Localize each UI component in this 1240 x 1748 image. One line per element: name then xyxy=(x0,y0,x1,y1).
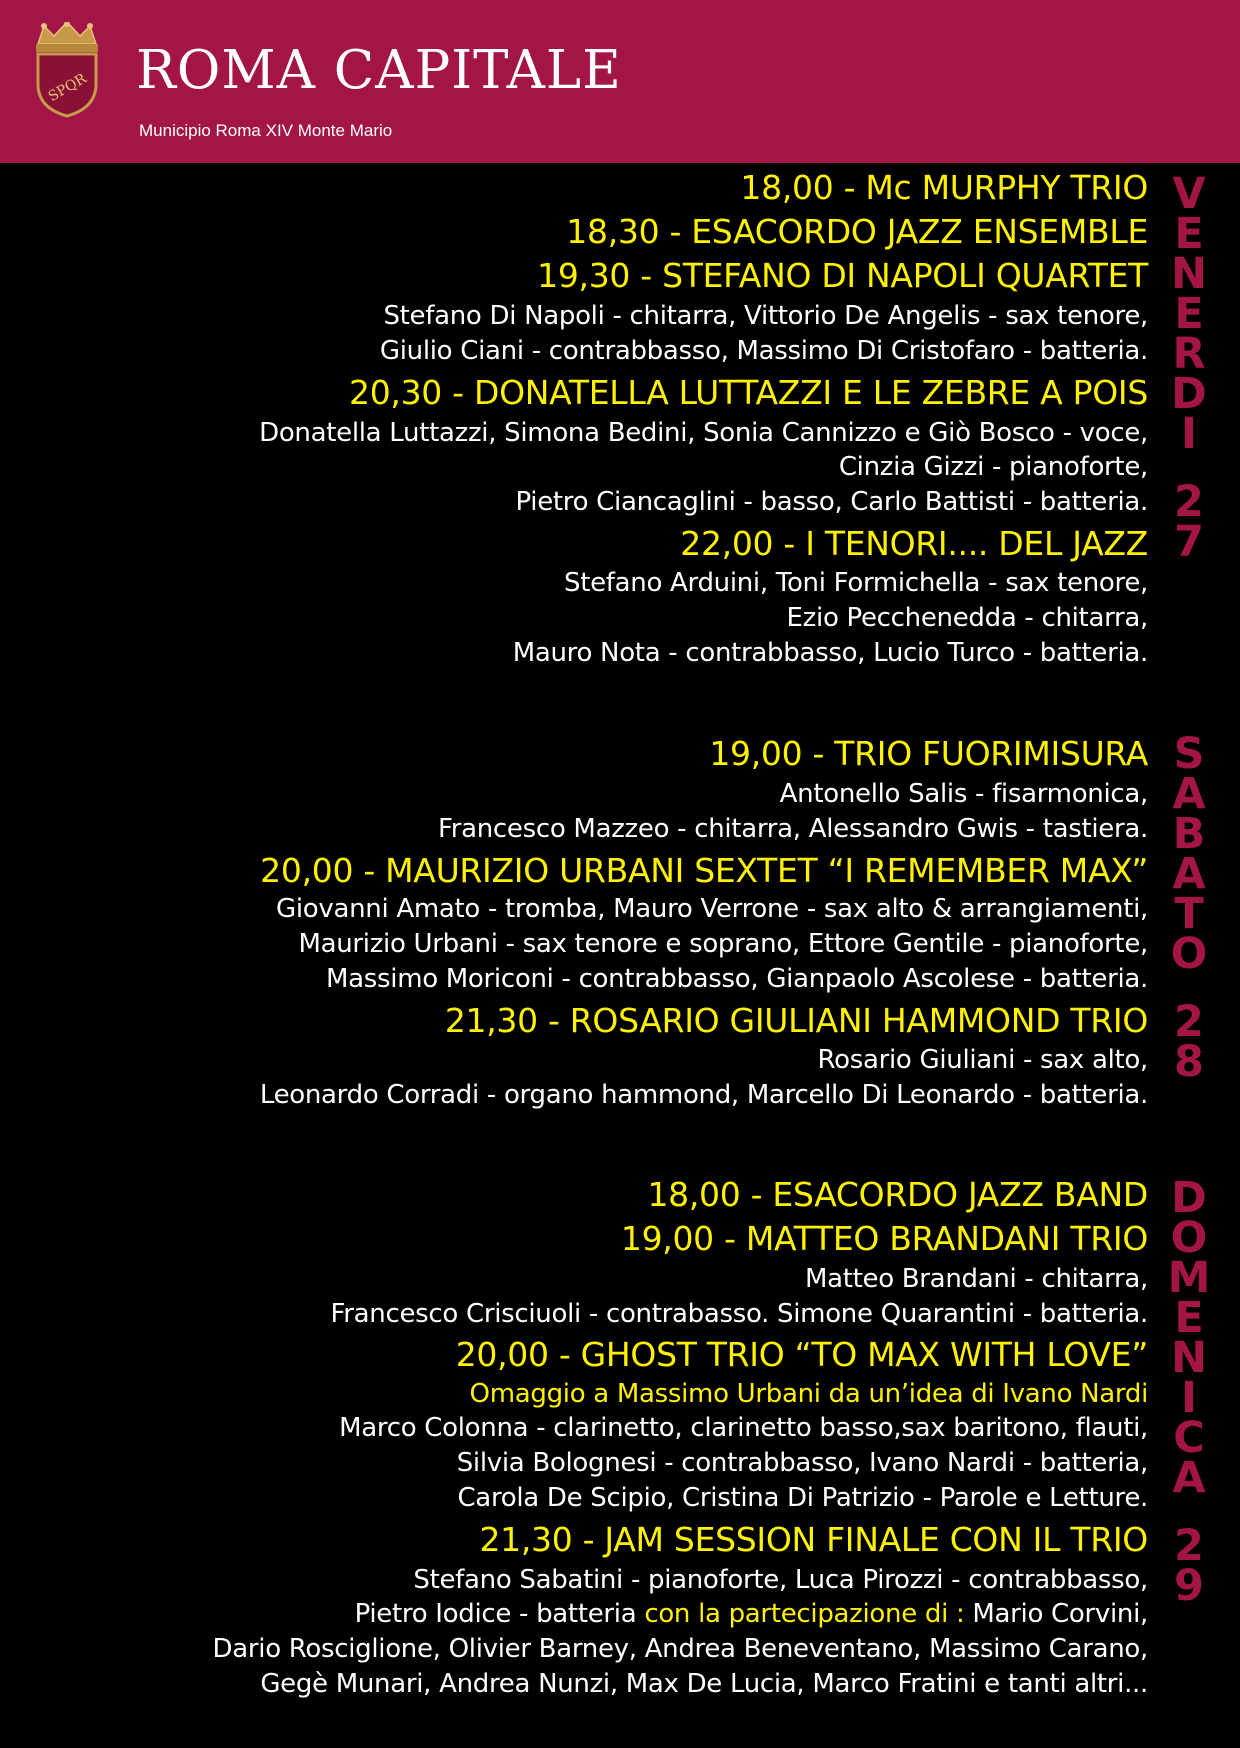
day-letter: R xyxy=(1172,329,1206,379)
day-letter: A xyxy=(1172,1453,1206,1503)
day-label-venerdi xyxy=(1160,169,1218,567)
performer-line: Leonardo Corradi - organo hammond, Marcello Di Leonardo - batteria. xyxy=(259,1080,1148,1110)
day-letter: V xyxy=(1172,169,1206,219)
day-number-digit: 2 xyxy=(1174,997,1204,1047)
performer-line: Maurizio Urbani - sax tenore e soprano, Ettore Gentile - pianoforte, xyxy=(298,929,1148,959)
performer-line: Marco Colonna - clarinetto, clarinetto basso,sax baritono, flauti, xyxy=(339,1413,1148,1443)
performer-line: Mauro Nota - contrabbasso, Lucio Turco - batteria. xyxy=(512,638,1148,668)
performer-line: Giovanni Amato - tromba, Mauro Verrone - sax alto & arrangiamenti, xyxy=(276,894,1148,924)
day-letter: S xyxy=(1173,729,1205,779)
day-letter: T xyxy=(1174,889,1204,939)
performer-line: Ezio Pecchenedda - chitarra, xyxy=(786,603,1148,633)
event-title: 19,30 - STEFANO DI NAPOLI QUARTET xyxy=(537,256,1148,295)
roma-crest-icon xyxy=(30,22,104,118)
performer-text: Mario Corvini, xyxy=(972,1599,1148,1629)
day-letter: E xyxy=(1174,289,1204,339)
performer-line: Carola De Scipio, Cristina Di Patrizio - Parole e Letture. xyxy=(457,1483,1148,1513)
crest-letters: SPQR xyxy=(45,70,90,106)
performer-line: Dario Rosciglione, Olivier Barney, Andrea Beneventano, Massimo Carano, xyxy=(212,1634,1148,1664)
event-title: 20,00 - GHOST TRIO “TO MAX WITH LOVE” xyxy=(455,1335,1148,1374)
event-note: Omaggio a Massimo Urbani da un’idea di Ivano Nardi xyxy=(469,1379,1148,1409)
day-letter: C xyxy=(1173,1413,1205,1463)
day-letter: I xyxy=(1181,1373,1197,1423)
performer-line: Francesco Crisciuoli - contrabasso. Simone Quarantini - batteria. xyxy=(330,1299,1148,1329)
event-title: 18,00 - ESACORDO JAZZ BAND xyxy=(647,1175,1148,1214)
day-letter: I xyxy=(1181,409,1197,459)
event-title: 21,30 - JAM SESSION FINALE CON IL TRIO xyxy=(479,1520,1148,1559)
day-letter: D xyxy=(1171,1173,1207,1223)
event-title: 22,00 - I TENORI.... DEL JAZZ xyxy=(680,524,1148,563)
day-number-digit: 2 xyxy=(1174,477,1204,527)
event-title: 20,00 - MAURIZIO URBANI SEXTET “I REMEMBER MAX” xyxy=(260,851,1148,890)
day-letter: E xyxy=(1174,1293,1204,1343)
performer-text: Pietro Iodice - batteria xyxy=(354,1599,645,1629)
performer-line xyxy=(355,1599,1148,1629)
performer-line: Gegè Munari, Andrea Nunzi, Max De Lucia, Marco Fratini e tanti altri... xyxy=(260,1669,1148,1699)
day-number-digit: 7 xyxy=(1174,517,1204,567)
performer-line: Giulio Ciani - contrabbasso, Massimo Di Cristofaro - batteria. xyxy=(379,336,1148,366)
performer-line: Stefano Sabatini - pianoforte, Luca Pirozzi - contrabbasso, xyxy=(413,1565,1148,1595)
day-letter: E xyxy=(1174,209,1204,259)
municipio-name: Municipio Roma XIV Monte Mario xyxy=(139,121,393,140)
org-name: ROMA CAPITALE xyxy=(136,40,622,101)
event-title: 19,00 - MATTEO BRANDANI TRIO xyxy=(620,1219,1148,1258)
participation-note: con la partecipazione di : xyxy=(644,1599,973,1629)
day-number-digit: 2 xyxy=(1174,1521,1204,1571)
performer-line: Antonello Salis - fisarmonica, xyxy=(779,779,1148,809)
day-letter: N xyxy=(1171,249,1207,299)
day-label-domenica xyxy=(1160,1173,1218,1611)
performer-line: Donatella Luttazzi, Simona Bedini, Sonia Cannizzo e Giò Bosco - voce, xyxy=(259,418,1148,448)
performer-line: Matteo Brandani - chitarra, xyxy=(804,1264,1148,1294)
performer-line: Francesco Mazzeo - chitarra, Alessandro Gwis - tastiera. xyxy=(437,814,1148,844)
event-title: 20,30 - DONATELLA LUTTAZZI E LE ZEBRE A POIS xyxy=(349,373,1148,412)
performer-line: Rosario Giuliani - sax alto, xyxy=(817,1045,1148,1075)
performer-line: Stefano Di Napoli - chitarra, Vittorio De Angelis - sax tenore, xyxy=(383,301,1148,331)
day-letter: D xyxy=(1171,369,1207,419)
performer-line: Silvia Bolognesi - contrabbasso, Ivano Nardi - batteria, xyxy=(456,1448,1148,1478)
event-title: 18,00 - Mc MURPHY TRIO xyxy=(740,168,1148,207)
day-letter: M xyxy=(1167,1253,1211,1303)
performer-line: Massimo Moriconi - contrabbasso, Gianpaolo Ascolese - batteria. xyxy=(326,964,1148,994)
performer-line: Pietro Ciancaglini - basso, Carlo Battisti - batteria. xyxy=(515,487,1148,517)
day-letter: N xyxy=(1171,1333,1207,1383)
day-number-digit: 8 xyxy=(1174,1037,1204,1087)
day-letter: A xyxy=(1172,849,1206,899)
day-number-digit: 9 xyxy=(1174,1561,1204,1611)
event-title: 19,00 - TRIO FUORIMISURA xyxy=(709,734,1148,773)
day-letter: O xyxy=(1170,1213,1208,1263)
event-title: 21,30 - ROSARIO GIULIANI HAMMOND TRIO xyxy=(444,1001,1148,1040)
performer-line: Stefano Arduini, Toni Formichella - sax tenore, xyxy=(564,568,1148,598)
day-label-sabato xyxy=(1160,729,1218,1087)
performer-line: Cinzia Gizzi - pianoforte, xyxy=(838,452,1148,482)
header-banner xyxy=(0,0,1240,163)
day-letter: O xyxy=(1170,929,1208,979)
day-letter: B xyxy=(1172,809,1206,859)
day-letter: A xyxy=(1172,769,1206,819)
event-title: 18,30 - ESACORDO JAZZ ENSEMBLE xyxy=(566,212,1148,251)
